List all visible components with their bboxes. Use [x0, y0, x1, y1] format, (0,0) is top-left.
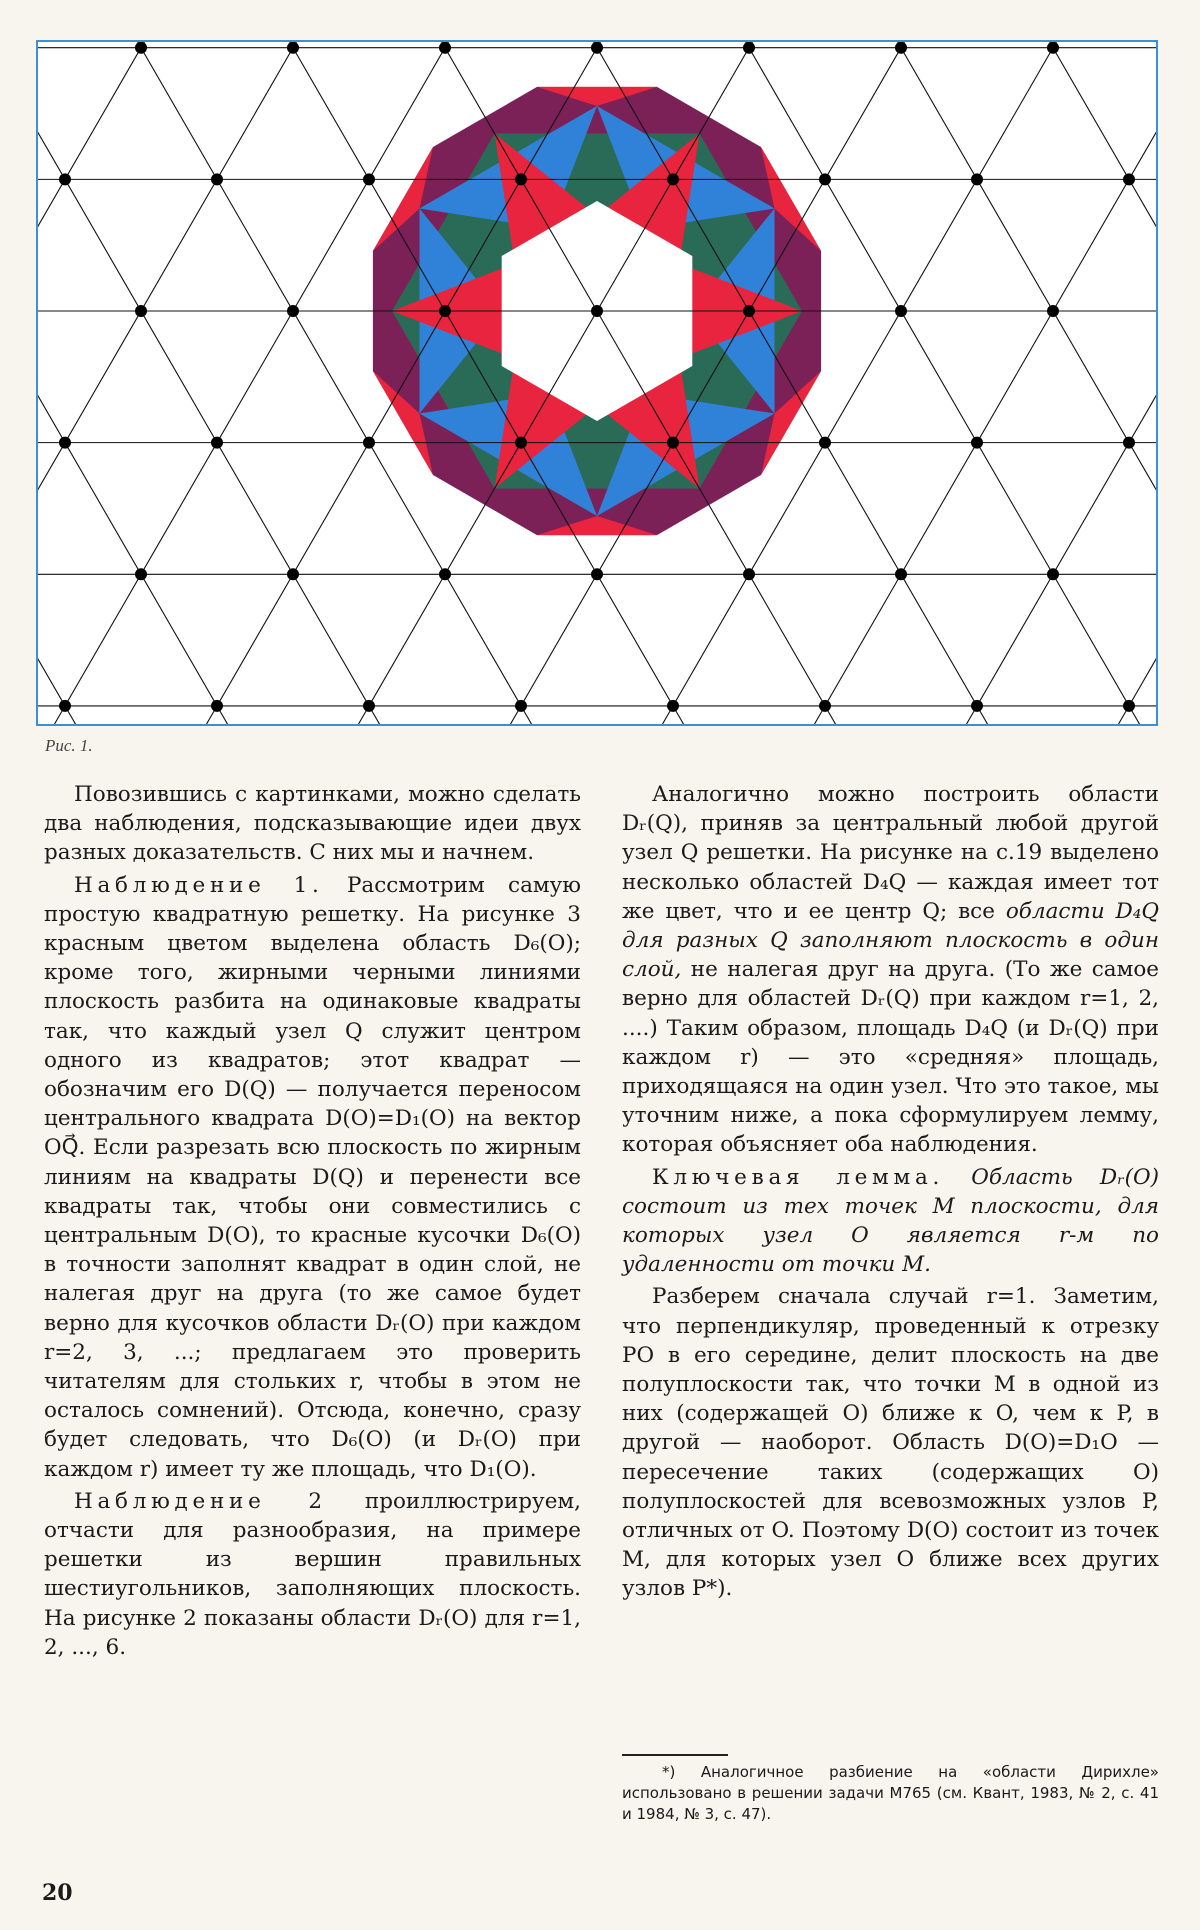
paragraph-observation-1 [44, 871, 581, 1484]
observation-1-text: Рассмотрим самую простую квадратную решетку. На рисунке 3 красным цветом выделена область D₆(O); кроме того, жирными черными линиями плоскость разбита на одинаковые квадраты так, что каждый узел Q служит центром одного из квадратов; этот квадрат — обозначим его D(Q) — получается переносом центрального квадрата D(O)=D₁(O) на вектор OQ⃗. Если разрезать всю плоскость по жирным линиям на квадраты D(Q) и перенести все квадраты так, чтобы они совместились с центральным D(O), то красные кусочки D₆(O) в точности заполнят квадрат в один слой, не налегая друг на друга (то же самое будет верно для кусочков области Dᵣ(O) при каждом r=2, 3, ...; предлагаем это проверить читателям для стольких r, чтобы в этом не осталось сомнений). Отсюда, конечно, сразу будет следовать, что D₆(O) (и Dᵣ(O) при каждом r) имеет ту же площадь, что D₁(O). [44, 872, 581, 1482]
lattice-node [59, 437, 71, 449]
lattice-node [59, 700, 71, 712]
lattice-node [363, 437, 375, 449]
lattice-node [287, 42, 299, 54]
lattice-node [211, 173, 223, 185]
lattice-node [591, 568, 603, 580]
observation-2-lead: Наблюдение 2 [74, 1488, 327, 1514]
figure-caption: Рис. 1. [45, 736, 93, 755]
lattice-node [591, 42, 603, 54]
lattice-node [743, 568, 755, 580]
lattice-node [667, 700, 679, 712]
lattice-node [591, 305, 603, 317]
paragraph-intro: Повозившись с картинками, можно сделать два наблюдения, подсказывающие идеи двух разных доказательств. С них мы и начнем. [44, 782, 581, 866]
lattice-node [135, 305, 147, 317]
lattice-node [439, 568, 451, 580]
footnote-divider [622, 1754, 728, 1756]
lattice-node [743, 42, 755, 54]
lattice-node [1123, 173, 1135, 185]
right-column [622, 780, 1159, 1607]
paragraph-observation-2 [44, 1487, 581, 1662]
left-column [44, 780, 581, 1665]
lattice-node [1123, 437, 1135, 449]
lattice-node [895, 42, 907, 54]
lattice-node [59, 173, 71, 185]
figure-lattice-diagram [36, 40, 1158, 726]
lattice-node [287, 568, 299, 580]
footnote: *) Аналогичное разбиение на «области Дирихле» использовано в решении задачи М765 (см. Квант, 1983, № 2, с. 41 и 1984, № 3, с. 47). [622, 1763, 1159, 1823]
lattice-node [363, 700, 375, 712]
lattice-node [819, 173, 831, 185]
paragraph-key-lemma [622, 1163, 1159, 1280]
lattice-svg [38, 42, 1156, 724]
paragraph-case-r1: Разберем сначала случай r=1. Заметим, что перпендикуляр, проведенный к отрезку PO в его середине, делит плоскость на две полуплоскости так, что точки M в одной из них (содержащей O) ближе к O, чем к P, в другой — наоборот. Область D(O)=D₁O — пересечение таких (содержащих O) полуплоскостей для всевозможных узлов P, отличных от O. Поэтому D(O) состоит из точек M, для которых узел O ближе всех других узлов P*). [622, 1284, 1159, 1602]
lattice-node [667, 437, 679, 449]
lattice-node [1047, 305, 1059, 317]
lattice-node [439, 305, 451, 317]
lattice-node [135, 42, 147, 54]
regions-tail: не налегая друг на друга. (То же самое верно для областей Dᵣ(Q) при каждом r=1, 2, ....) Таким образом, площадь D₄Q (и Dᵣ(Q) при каждом r) — это «средняя» площадь, приходящаяся на один узел. Что это такое, мы уточним ниже, а пока сформулируем лемму, которая объясняет оба наблюдения. [622, 957, 1159, 1158]
lattice-node [439, 42, 451, 54]
lattice-node [211, 437, 223, 449]
lattice-node [819, 437, 831, 449]
lattice-node [287, 305, 299, 317]
observation-2-text: проиллюстрируем, отчасти для разнообразия, на примере решетки из вершин правильных шестиугольников, заполняющих плоскость. На рисунке 2 показаны области Dᵣ(O) для r=1, 2, ..., 6. [44, 1488, 581, 1660]
lattice-node [515, 437, 527, 449]
lattice-node [971, 173, 983, 185]
lattice-node [515, 700, 527, 712]
lattice-node [971, 437, 983, 449]
lemma-statement: Область Dᵣ(O) состоит из тех точек M плоскости, для которых узел O является r-м по удаленности от точки M. [622, 1164, 1159, 1278]
observation-1-lead: Наблюдение 1. [74, 872, 324, 898]
paragraph-analogous-regions [622, 780, 1159, 1160]
lattice-node [515, 173, 527, 185]
lattice-node [363, 173, 375, 185]
regions-emphasis: области D₄Q для разных Q заполняют плоскость в один слой, [622, 898, 1159, 983]
lattice-node [1123, 700, 1135, 712]
lattice-node [895, 305, 907, 317]
lattice-node [895, 568, 907, 580]
lattice-node [819, 700, 831, 712]
lemma-lead: Ключевая лемма. [652, 1164, 945, 1190]
page-number: 20 [42, 1880, 73, 1906]
lattice-node [1047, 568, 1059, 580]
lattice-node [667, 173, 679, 185]
regions-text: Аналогично можно построить области Dᵣ(Q), приняв за центральный любой другой узел Q решетки. На рисунке на с.19 выделено несколько областей D₄Q — каждая имеет тот же цвет, что и ее центр Q; все [622, 782, 1159, 924]
lattice-node [135, 568, 147, 580]
lattice-node [743, 305, 755, 317]
lattice-node [1047, 42, 1059, 54]
lattice-node [211, 700, 223, 712]
lattice-node [971, 700, 983, 712]
